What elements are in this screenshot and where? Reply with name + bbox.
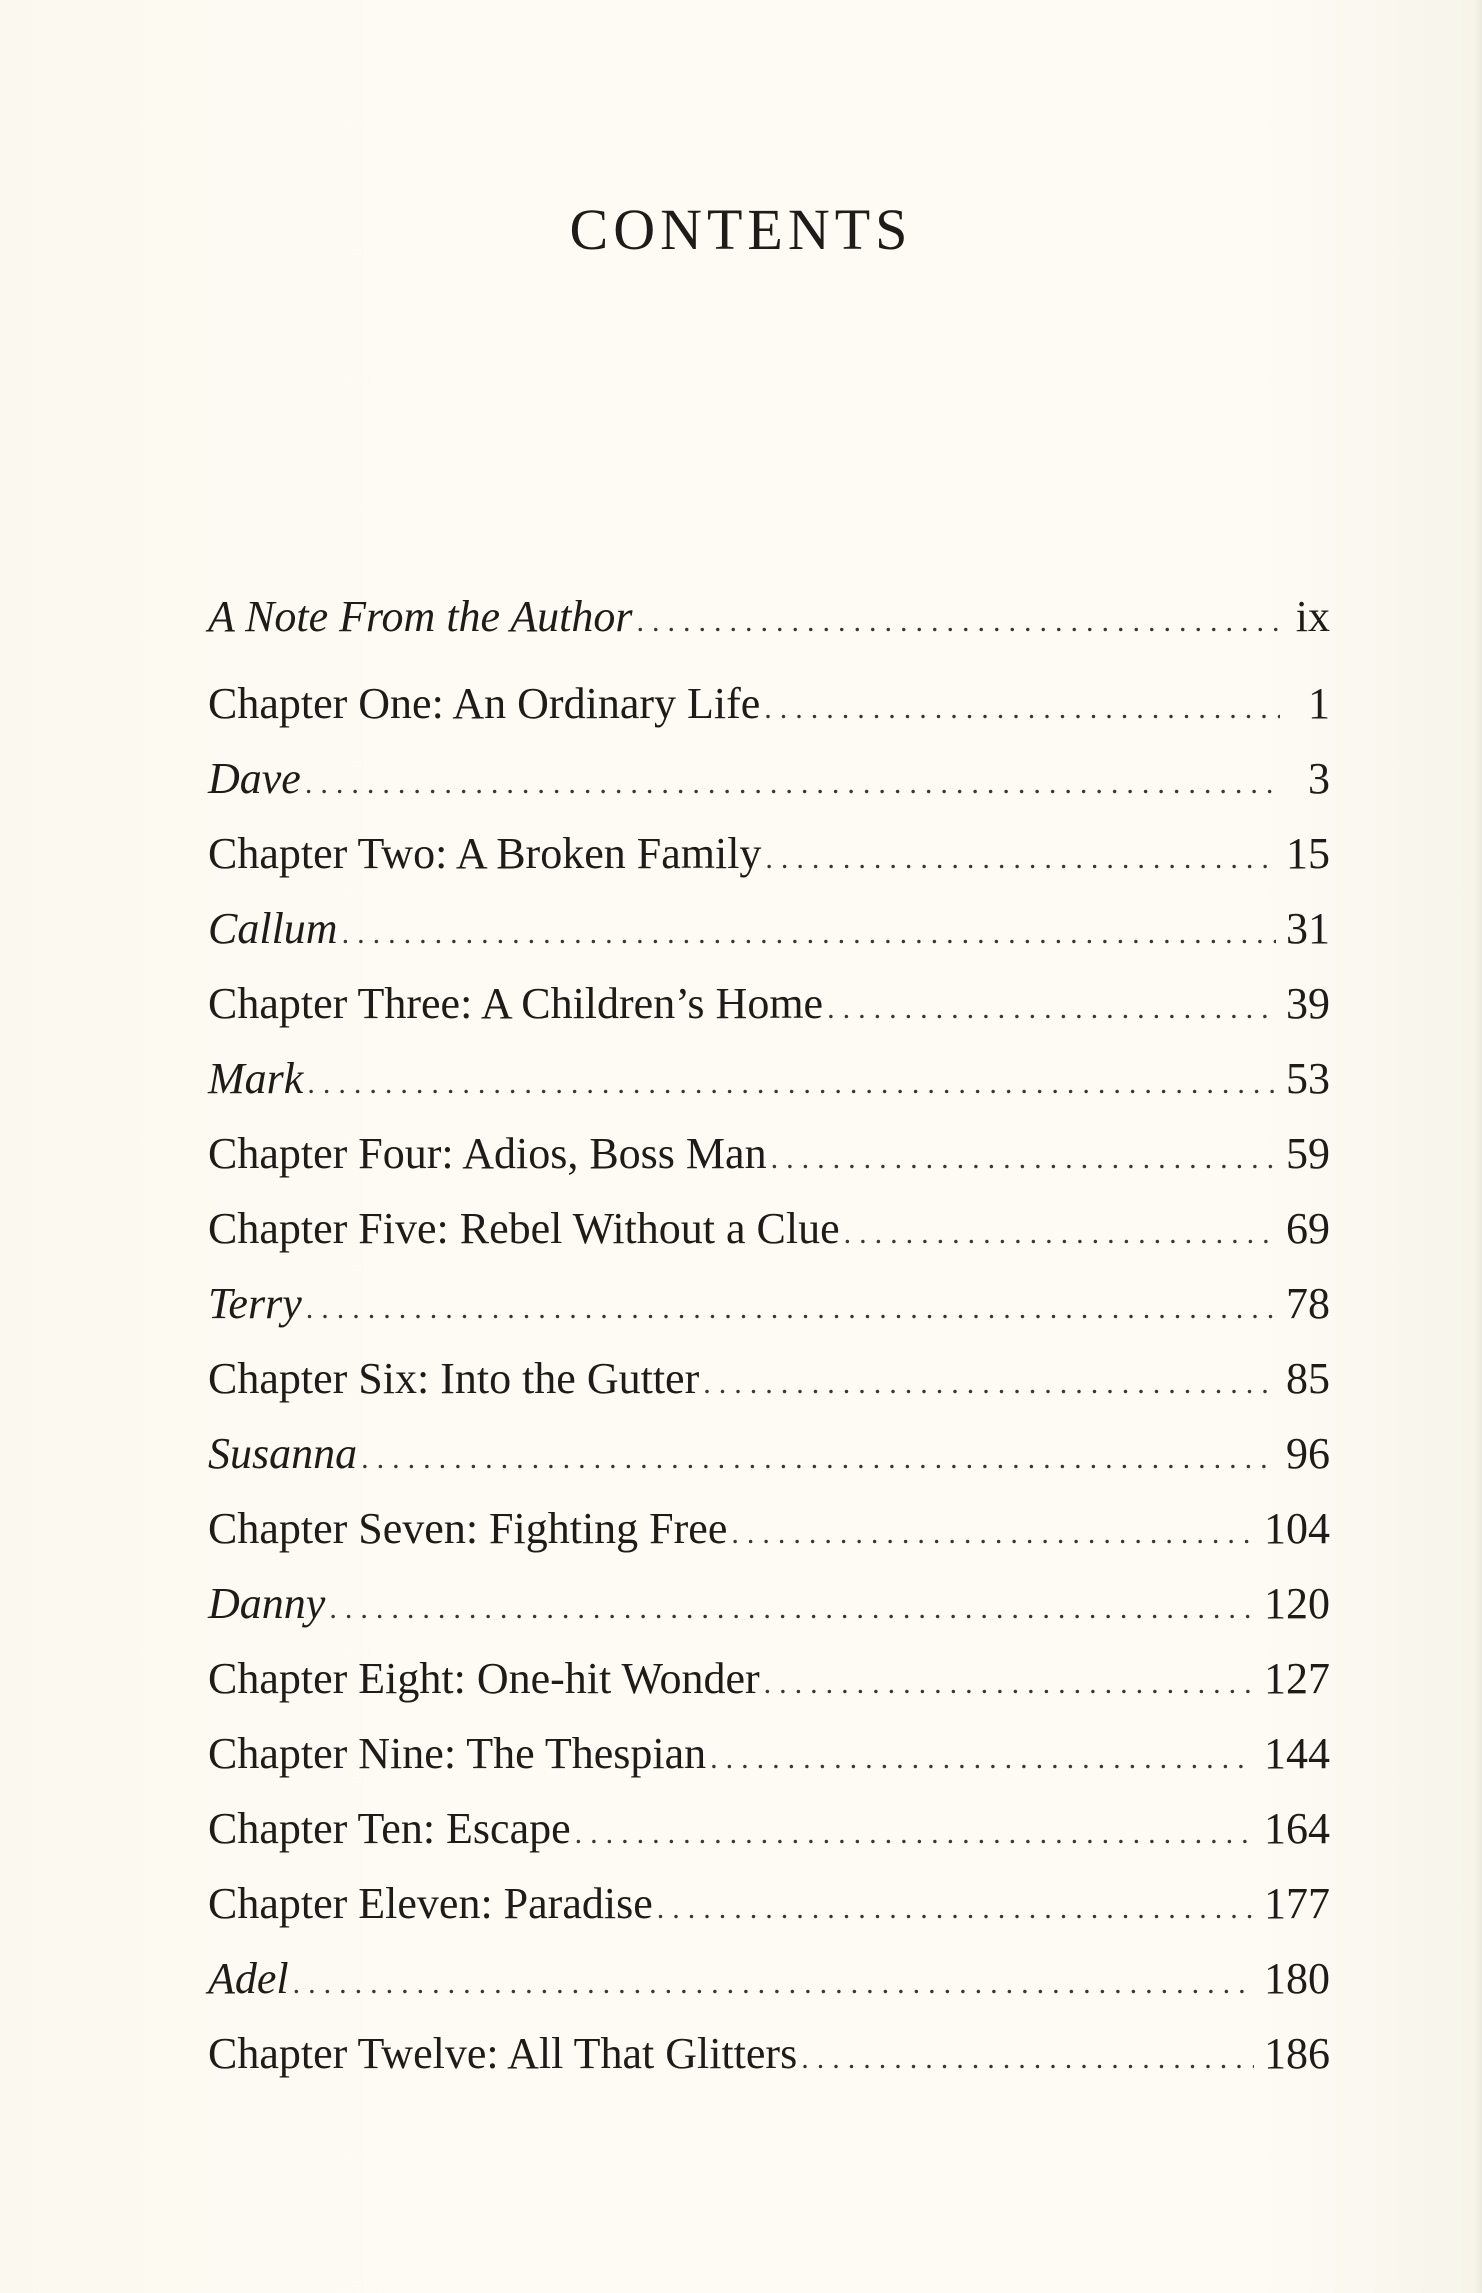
- toc-entry-title: Mark: [208, 1054, 304, 1103]
- toc-entry: [208, 1572, 1330, 1636]
- dot-leader: [765, 827, 1276, 891]
- toc-entry-page: 164: [1264, 1804, 1330, 1853]
- toc-entry-page: 69: [1286, 1204, 1330, 1253]
- toc-entry-page: 15: [1286, 829, 1330, 878]
- toc-entry-page: 85: [1286, 1354, 1330, 1403]
- toc-entry: [208, 672, 1330, 736]
- dot-leader: [306, 1277, 1276, 1341]
- toc-entry-title: Callum: [208, 904, 338, 953]
- toc-entry: [208, 585, 1330, 649]
- toc-entry-title: Chapter Three: A Children’s Home: [208, 979, 824, 1028]
- toc-entry-title: Chapter Six: Into the Gutter: [208, 1354, 700, 1403]
- toc-entry: [208, 1722, 1330, 1786]
- dot-leader: [827, 977, 1276, 1041]
- toc-entry: [208, 897, 1330, 961]
- toc-entry-page: 31: [1286, 904, 1330, 953]
- page-edge-shadow: [1474, 0, 1482, 2293]
- contents-heading: CONTENTS: [569, 197, 913, 262]
- toc-entry-page: 177: [1264, 1879, 1330, 1928]
- toc-entry: [208, 1422, 1330, 1486]
- toc-entry: [208, 747, 1330, 811]
- toc-entry: [208, 1047, 1330, 1111]
- toc-entry-page: 186: [1264, 2029, 1330, 2078]
- toc-entry-title: Danny: [208, 1579, 326, 1628]
- toc-entry-title: Chapter Nine: The Thespian: [208, 1729, 707, 1778]
- toc-entry-title: Chapter One: An Ordinary Life: [208, 679, 761, 728]
- dot-leader: [764, 677, 1280, 741]
- toc-entry: [208, 1347, 1330, 1411]
- toc-entry-title: Chapter Eight: One-hit Wonder: [208, 1654, 760, 1703]
- dot-leader: [305, 752, 1280, 816]
- toc-entry-page: 96: [1286, 1429, 1330, 1478]
- dot-leader: [575, 1802, 1254, 1866]
- toc-entry-title: Chapter Eleven: Paradise: [208, 1879, 653, 1928]
- dot-leader: [361, 1427, 1276, 1491]
- dot-leader: [764, 1652, 1254, 1716]
- toc-entry-title: A Note From the Author: [208, 592, 633, 641]
- toc-entry-title: Chapter Ten: Escape: [208, 1804, 571, 1853]
- dot-leader: [710, 1727, 1254, 1791]
- dot-leader: [657, 1877, 1254, 1941]
- dot-leader: [771, 1127, 1276, 1191]
- toc-entry: [208, 2022, 1330, 2086]
- toc-entry-page: 104: [1264, 1504, 1330, 1553]
- toc-entry-page: 127: [1264, 1654, 1330, 1703]
- toc-entry-title: Susanna: [208, 1429, 358, 1478]
- dot-leader: [329, 1577, 1254, 1641]
- dot-leader: [844, 1202, 1276, 1266]
- toc-entry: [208, 1647, 1330, 1711]
- toc-entry-page: 53: [1286, 1054, 1330, 1103]
- toc-entry-title: Chapter Twelve: All That Glitters: [208, 2029, 798, 2078]
- toc-entry: [208, 1947, 1330, 2011]
- toc-entry: [208, 1872, 1330, 1936]
- toc-entry-title: Dave: [208, 754, 301, 803]
- toc-entry-page: 78: [1286, 1279, 1330, 1328]
- toc-entry: [208, 1497, 1330, 1561]
- toc-entry: [208, 972, 1330, 1036]
- toc-entry: [208, 1797, 1330, 1861]
- dot-leader: [703, 1352, 1276, 1416]
- toc-entry-page: 39: [1286, 979, 1330, 1028]
- dot-leader: [731, 1502, 1254, 1566]
- toc-entry-title: Chapter Five: Rebel Without a Clue: [208, 1204, 840, 1253]
- toc-entry-page: 144: [1264, 1729, 1330, 1778]
- toc-entry-title: Chapter Seven: Fighting Free: [208, 1504, 728, 1553]
- toc-entry-page: 180: [1264, 1954, 1330, 2003]
- toc-entry: [208, 1122, 1330, 1186]
- toc-entry-page: 1: [1308, 679, 1330, 728]
- toc-entry-title: Terry: [208, 1279, 302, 1328]
- toc-entry-page: 3: [1308, 754, 1330, 803]
- toc-entry-page: 59: [1286, 1129, 1330, 1178]
- toc-entry: [208, 1272, 1330, 1336]
- toc-entry-title: Chapter Four: Adios, Boss Man: [208, 1129, 767, 1178]
- toc-entry-page: ix: [1295, 592, 1330, 641]
- toc-entry: [208, 1197, 1330, 1261]
- toc-entry-title: Adel: [208, 1954, 289, 2003]
- toc-entry: [208, 822, 1330, 886]
- dot-leader: [637, 590, 1280, 654]
- dot-leader: [293, 1952, 1254, 2016]
- dot-leader: [307, 1052, 1276, 1116]
- toc-entry-title: Chapter Two: A Broken Family: [208, 829, 762, 878]
- dot-leader: [801, 2027, 1254, 2091]
- dot-leader: [342, 902, 1276, 966]
- toc-entry-page: 120: [1264, 1579, 1330, 1628]
